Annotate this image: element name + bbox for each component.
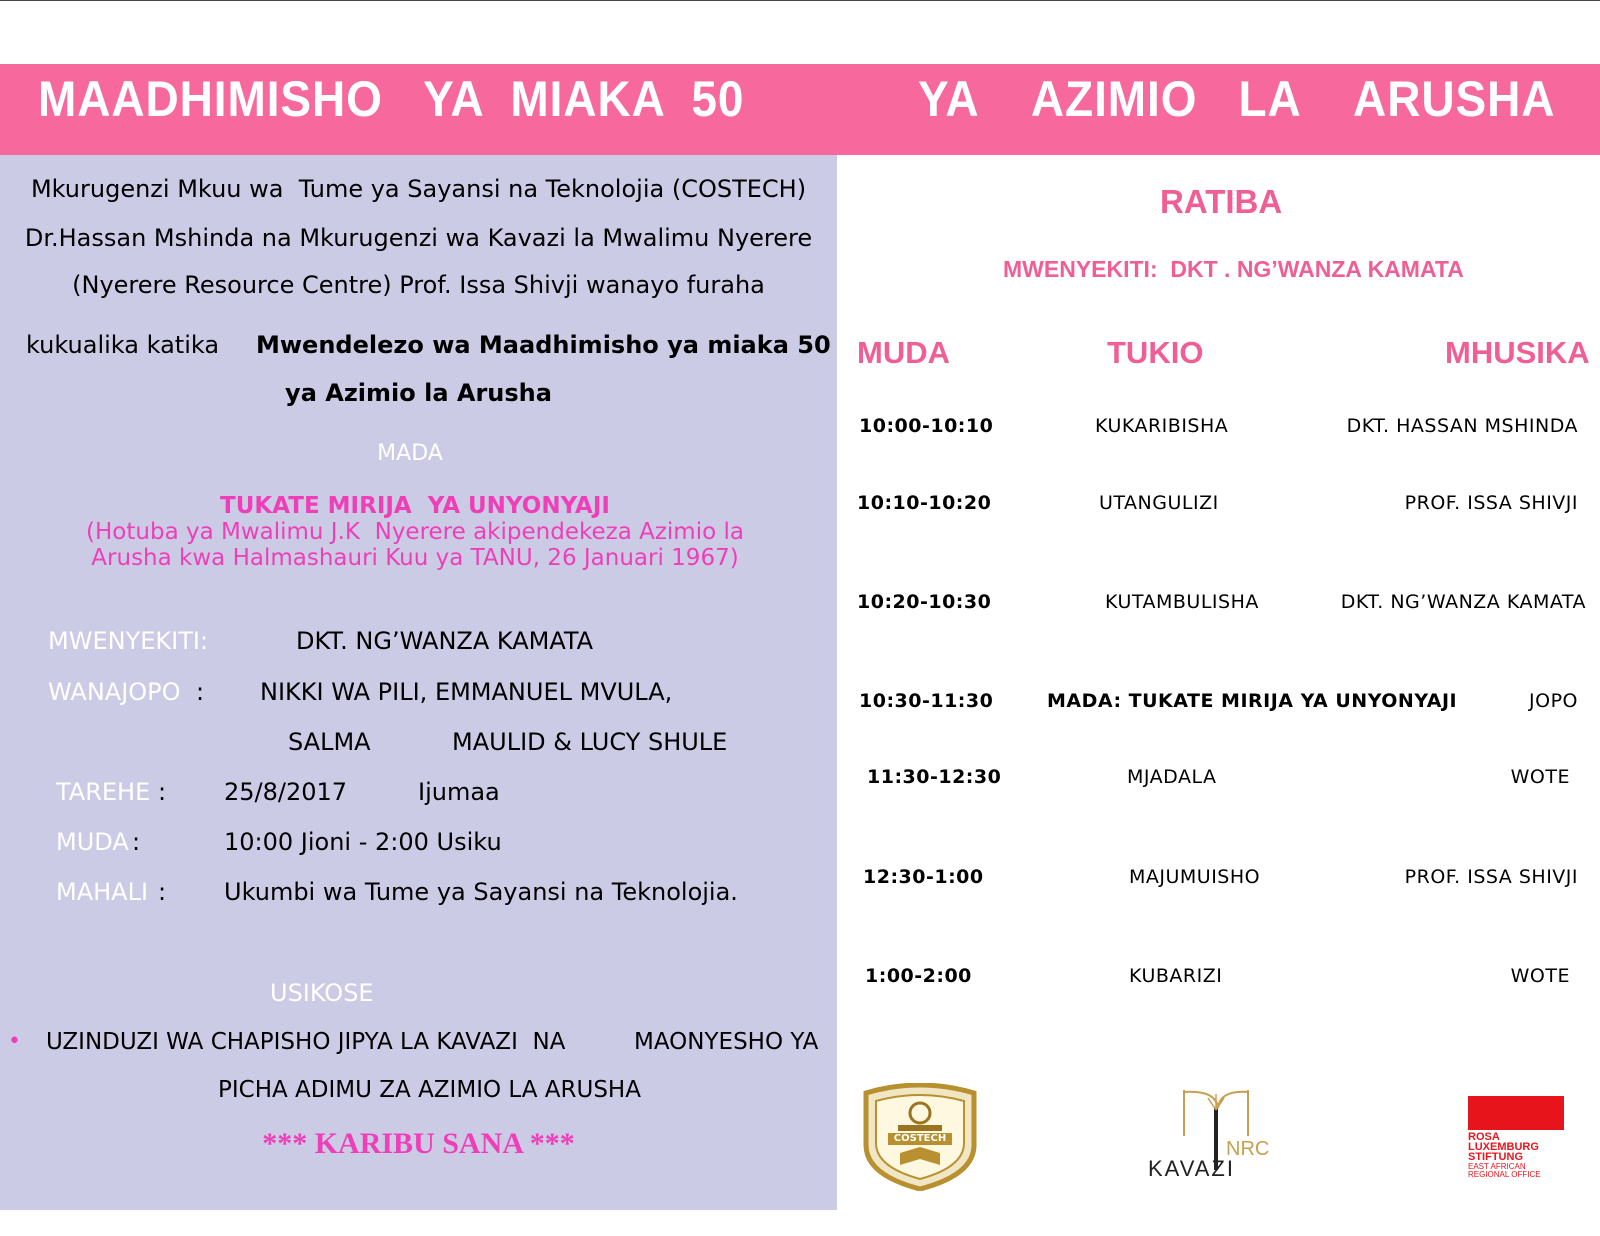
tarehe-label: TAREHE	[56, 778, 151, 806]
mada-subtitle-2: Arusha kwa Halmashauri Kuu ya TANU, 26 Januari 1967)	[91, 545, 739, 571]
kavazi-logo-text: KAVAZI	[1148, 1156, 1235, 1181]
invite-line-4-plain: kukualika katika	[26, 331, 220, 359]
row-event: UTANGULIZI	[1099, 492, 1219, 514]
column-header-muda: MUDA	[857, 335, 950, 370]
row-person: DKT. NG’WANZA KAMATA	[1340, 591, 1586, 613]
invite-line-1: Mkurugenzi Mkuu wa Tume ya Sayansi na Teknolojia (COSTECH)	[30, 175, 807, 203]
rosa-text-3: STIFTUNG	[1468, 1151, 1523, 1163]
row-event: MAJUMUISHO	[1129, 866, 1261, 888]
usikose-item-line-1b: MAONYESHO YA	[634, 1029, 819, 1055]
row-person: WOTE	[1510, 766, 1570, 788]
ratiba-title: RATIBA	[1160, 183, 1283, 220]
mada-subtitle-1: (Hotuba ya Mwalimu J.K Nyerere akipendekeza Azimio la	[86, 519, 744, 545]
ratiba-chair: MWENYEKITI: DKT . NG’WANZA KAMATA	[1003, 256, 1464, 282]
mada-label: MADA	[377, 441, 443, 466]
usikose-bullet: •	[8, 1029, 21, 1054]
schedule-panel	[837, 155, 1600, 1210]
row-event: KUKARIBISHA	[1095, 415, 1229, 437]
rosa-red-block	[1468, 1096, 1564, 1130]
wanajopo-value-1: NIKKI WA PILI, EMMANUEL MVULA,	[260, 678, 673, 706]
wanajopo-label: WANAJOPO	[48, 678, 181, 706]
rosa-luxemburg-logo	[1466, 1096, 1566, 1186]
row-person: DKT. HASSAN MSHINDA	[1346, 415, 1578, 437]
column-header-tukio: TUKIO	[1107, 335, 1204, 370]
nrc-logo-text: NRC	[1226, 1138, 1270, 1160]
mahali-value: Ukumbi wa Tume ya Sayansi na Teknolojia.	[224, 878, 738, 906]
banner-title-right: YA AZIMIO LA ARUSHA	[918, 71, 1556, 127]
usikose-label: USIKOSE	[270, 979, 374, 1007]
mahali-colon: :	[158, 878, 167, 906]
muda-label: MUDA	[56, 828, 129, 856]
usikose-item-line-2: PICHA ADIMU ZA AZIMIO LA ARUSHA	[218, 1077, 641, 1103]
rosa-text-5: REGIONAL OFFICE	[1468, 1170, 1541, 1179]
costech-logo	[860, 1083, 980, 1191]
row-person: JOPO	[1529, 690, 1578, 712]
column-header-mhusika: MHUSIKA	[1445, 335, 1590, 370]
rosa-text-2: LUXEMBURG	[1468, 1141, 1539, 1153]
invite-line-4-bold: Mwendelezo wa Maadhimisho ya miaka 50	[256, 331, 831, 359]
row-time: 11:30-12:30	[867, 766, 1002, 788]
invite-line-2: Dr.Hassan Mshinda na Mkurugenzi wa Kavazi la Mwalimu Nyerere	[24, 224, 813, 252]
row-event: KUTAMBULISHA	[1105, 591, 1259, 613]
row-event: MADA: TUKATE MIRIJA YA UNYONYAJI	[1047, 690, 1458, 712]
tarehe-date: 25/8/2017	[224, 778, 348, 806]
karibu-sana: *** KARIBU SANA ***	[262, 1127, 575, 1160]
mwenyekiti-label: MWENYEKITI:	[48, 627, 209, 655]
wanajopo-value-2b: MAULID & LUCY SHULE	[452, 728, 728, 756]
row-person: PROF. ISSA SHIVJI	[1404, 492, 1578, 514]
muda-value: 10:00 Jioni - 2:00 Usiku	[224, 828, 502, 856]
kavazi-nrc-logo	[1148, 1088, 1288, 1188]
tarehe-colon: :	[158, 778, 167, 806]
row-time: 10:00-10:10	[859, 415, 994, 437]
banner-title-left: MAADHIMISHO YA MIAKA 50	[38, 71, 745, 127]
usikose-item-line-1a: UZINDUZI WA CHAPISHO JIPYA LA KAVAZI NA	[46, 1029, 566, 1055]
row-event: KUBARIZI	[1129, 965, 1223, 987]
row-time: 10:20-10:30	[857, 591, 992, 613]
invite-line-3: (Nyerere Resource Centre) Prof. Issa Shivji wanayo furaha	[72, 271, 765, 299]
rosa-text-4: EAST AFRICAN	[1468, 1162, 1526, 1171]
row-event: MJADALA	[1127, 766, 1217, 788]
mwenyekiti-value: DKT. NG’WANZA KAMATA	[296, 627, 594, 655]
tarehe-day: Ijumaa	[418, 778, 500, 806]
rosa-text-1: ROSA	[1468, 1131, 1500, 1143]
invitation-panel	[0, 155, 837, 1210]
row-time: 1:00-2:00	[865, 965, 972, 987]
row-time: 10:30-11:30	[859, 690, 994, 712]
invite-line-5-bold: ya Azimio la Arusha	[285, 379, 552, 407]
title-banner	[0, 64, 1600, 155]
row-time: 10:10-10:20	[857, 492, 992, 514]
row-person: PROF. ISSA SHIVJI	[1404, 866, 1578, 888]
muda-colon: :	[132, 828, 141, 856]
wanajopo-colon: :	[196, 678, 205, 706]
mada-title: TUKATE MIRIJA YA UNYONYAJI	[220, 493, 610, 519]
top-border	[0, 0, 1600, 1]
row-person: WOTE	[1510, 965, 1570, 987]
row-time: 12:30-1:00	[863, 866, 984, 888]
costech-logo-text: COSTECH	[893, 1133, 947, 1144]
mahali-label: MAHALI	[56, 878, 149, 906]
wanajopo-value-2a: SALMA	[288, 728, 371, 756]
